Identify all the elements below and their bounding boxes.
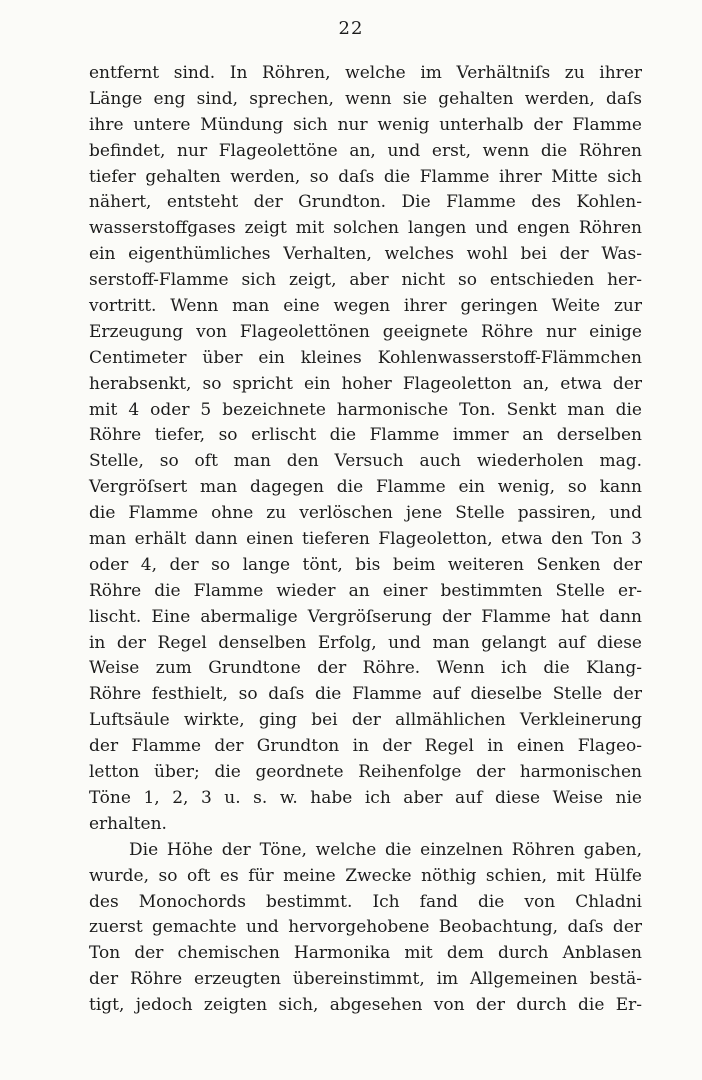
text-line: tiefer gehalten werden, so daſs die Flamme ihrer Mitte sich bbox=[89, 166, 642, 187]
text-line: die Flamme ohne zu verlöschen jene Stelle passiren, und bbox=[89, 503, 642, 524]
text-line: Töne 1, 2, 3 u. s. w. habe ich aber auf diese Weise nie bbox=[89, 787, 642, 808]
text-line: entfernt sind. In Röhren, welche im Verhältniſs zu ihrer bbox=[89, 63, 642, 83]
text-line: Luftsäule wirkte, ging bei der allmählichen Verkleinerung bbox=[89, 710, 642, 731]
text-line: Centimeter über ein kleines Kohlenwasserstoff-Flämmchen bbox=[89, 347, 642, 368]
text-line: Weise zum Grundtone der Röhre. Wenn ich die Klang- bbox=[89, 658, 642, 679]
text-line: befindet, nur Flageolettöne an, und erst, wenn die Röhren bbox=[89, 140, 642, 161]
text-line: Röhre festhielt, so daſs die Flamme auf dieselbe Stelle der bbox=[89, 684, 642, 705]
text-line: vortritt. Wenn man eine wegen ihrer geringen Weite zur bbox=[89, 296, 642, 317]
text-line: herabsenkt, so spricht ein hoher Flageoletton an, etwa der bbox=[89, 373, 642, 394]
text-line: des Monochords bestimmt. Ich fand die von Chladni bbox=[89, 891, 642, 912]
text-line: Vergröſsert man dagegen die Flamme ein wenig, so kann bbox=[89, 477, 642, 498]
text-line: wasserstoffgases zeigt mit solchen langen und engen Röhren bbox=[89, 218, 642, 239]
text-line: oder 4, der so lange tönt, bis beim weiteren Senken der bbox=[89, 554, 642, 575]
text-line: in der Regel denselben Erfolg, und man gelangt auf diese bbox=[89, 632, 642, 653]
text-line: lischt. Eine abermalige Vergröſserung der Flamme hat dann bbox=[89, 606, 642, 627]
text-line: erhalten. bbox=[89, 813, 167, 834]
text-line: tigt, jedoch zeigten sich, abgesehen von der durch die Er- bbox=[89, 995, 642, 1016]
page-number: 22 bbox=[338, 18, 364, 39]
text-line: nähert, entsteht der Grundton. Die Flamme des Kohlen- bbox=[89, 192, 642, 213]
text-line: der Röhre erzeugten übereinstimmt, im Allgemeinen bestä- bbox=[89, 969, 642, 990]
text-line: Erzeugung von Flageolettönen geeignete Röhre nur einige bbox=[89, 321, 642, 342]
text-line: mit 4 oder 5 bezeichnete harmonische Ton. Senkt man die bbox=[89, 399, 642, 420]
text-line: Röhre tiefer, so erlischt die Flamme immer an derselben bbox=[89, 425, 642, 446]
text-line: ein eigenthümliches Verhalten, welches wohl bei der Was- bbox=[89, 244, 642, 265]
body-text bbox=[89, 61, 642, 1019]
text-line: wurde, so oft es für meine Zwecke nöthig schien, mit Hülfe bbox=[89, 865, 642, 886]
text-line: Die Höhe der Töne, welche die einzelnen Röhren gaben, bbox=[129, 839, 642, 860]
text-line: Ton der chemischen Harmonika mit dem durch Anblasen bbox=[89, 943, 642, 964]
text-line: letton über; die geordnete Reihenfolge der harmonischen bbox=[89, 762, 642, 783]
text-line: man erhält dann einen tieferen Flageoletton, etwa den Ton 3 bbox=[89, 529, 642, 550]
text-line: Röhre die Flamme wieder an einer bestimmten Stelle er- bbox=[89, 580, 642, 601]
text-line: zuerst gemachte und hervorgehobene Beobachtung, daſs der bbox=[89, 917, 642, 938]
text-line: serstoff-Flamme sich zeigt, aber nicht so entschieden her- bbox=[89, 270, 642, 291]
text-line: Stelle, so oft man den Versuch auch wiederholen mag. bbox=[89, 451, 642, 472]
text-line: Länge eng sind, sprechen, wenn sie gehalten werden, daſs bbox=[89, 88, 642, 109]
text-line: der Flamme der Grundton in der Regel in einen Flageo- bbox=[89, 736, 642, 757]
text-line: ihre untere Mündung sich nur wenig unterhalb der Flamme bbox=[89, 114, 642, 135]
